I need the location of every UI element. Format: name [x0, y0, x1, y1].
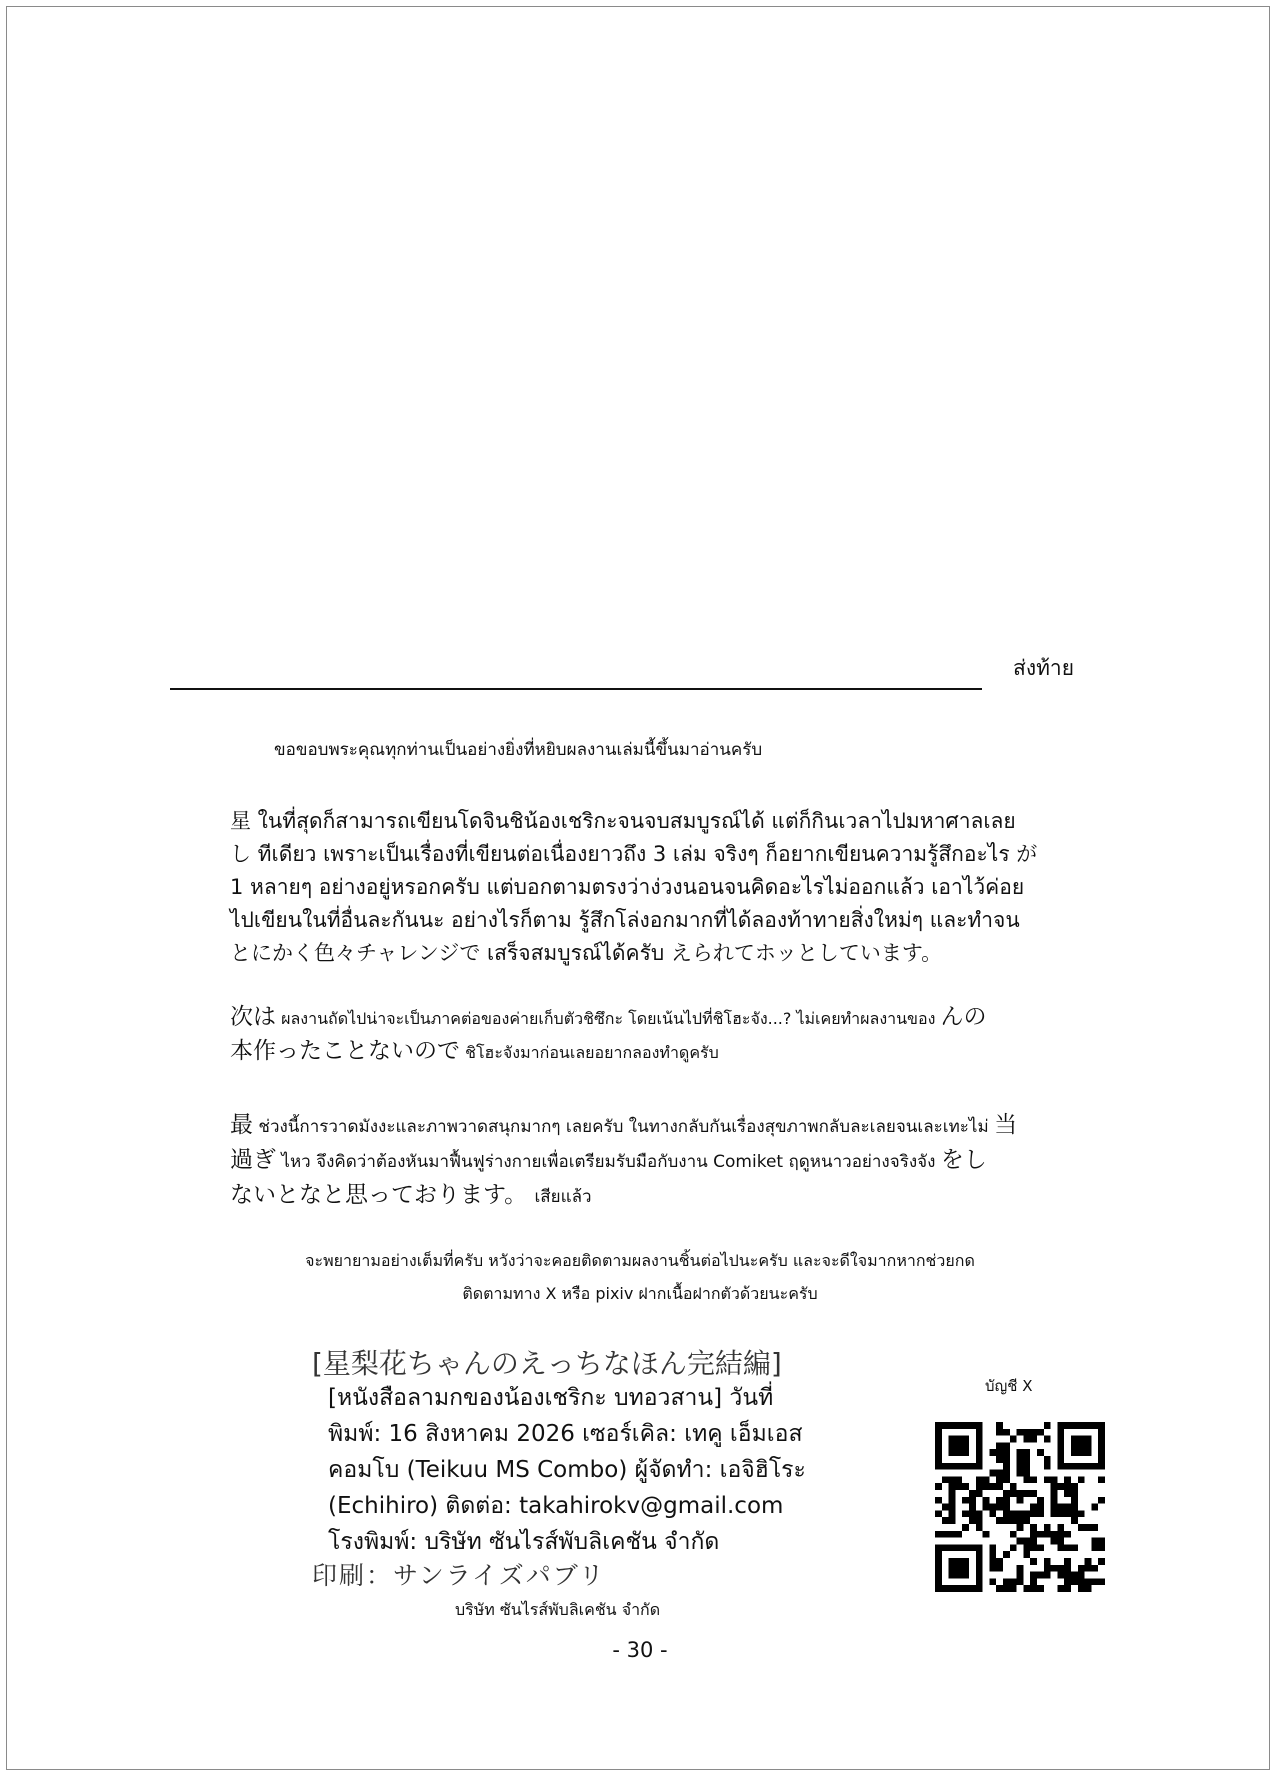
colophon-line: [หนังสือลามกของน้องเชริกะ บทอวสาน] วันที่ [328, 1385, 774, 1411]
thanks-line: ขอขอบพระคุณทุกท่านเป็นอย่างยิ่งที่หยิบผลงานเล่มนี้ขึ้นมาอ่านครับ [274, 740, 763, 760]
paragraph-1-line: 星 ในที่สุดก็สามารถเขียนโดจินชิน้องเชริกะจนจบสมบูรณ์ได้ แต่ก็กินเวลาไปมหาศาลเลย [230, 809, 1016, 833]
thai-fragment: ชิโฮะจังมาก่อนเลยอยากลองทำดูครับ [465, 1043, 719, 1062]
heading-rule [170, 688, 982, 690]
paragraph-2-line-2 [230, 1035, 987, 1069]
jp-fragment: 過ぎ [230, 1147, 276, 1173]
jp-fragment: んの [940, 1004, 987, 1030]
colophon-line: โรงพิมพ์: บริษัท ซันไรส์พับลิเคชัน จำกัด [328, 1529, 720, 1555]
colophon-jp-title: [星梨花ちゃんのえっちなほん完結編] [312, 1347, 782, 1380]
jp-fragment: 本作ったことないので [230, 1038, 460, 1064]
paragraph-1-line: 1 หลายๆ อย่างอยู่หรอกครับ แต่บอกตามตรงว่าง่วงนอนจนคิดอะไรไม่ออกแล้ว เอาไว้ค่อย [230, 875, 1025, 899]
thai-fragment: เสียแล้ว [534, 1187, 592, 1207]
jp-fragment: 当 [994, 1112, 1018, 1138]
qr-label: บัญชี X [985, 1377, 1033, 1395]
paragraph-3-line-3 [230, 1179, 1017, 1214]
paragraph-1-line: ไปเขียนในที่อื่นละกันนะ อย่างไรก็ตาม รู้สึกโล่งอกมากที่ได้ลองท้าทายสิ่งใหม่ๆ และทำจน [230, 908, 1020, 932]
jp-fragment: 次は [230, 1004, 276, 1030]
thai-fragment: ผลงานถัดไปน่าจะเป็นภาคต่อของค่ายเก็บตัวชิซึกะ โดยเน้นไปที่ชิโฮะจัง...? ไม่เคยทำผลงานของ [281, 1009, 936, 1028]
colophon-line: คอมโบ (Teikuu MS Combo) ผู้จัดทำ: เอจิฮิโระ [328, 1457, 806, 1483]
colophon-line: (Echihiro) ติดต่อ: takahirokv@gmail.com [328, 1493, 784, 1519]
closing-line: จะพยายามอย่างเต็มที่ครับ หวังว่าจะคอยติดตามผลงานชิ้นต่อไปนะครับ และจะดีใจมากหากช่วยกด [305, 1251, 975, 1270]
section-heading: ส่งท้าย [1013, 656, 1075, 680]
paragraph-2-line-1 [230, 1001, 987, 1035]
jp-fragment: ないとなと思っております。 [230, 1182, 528, 1208]
colophon-jp-printer: 印刷：サンライズパブリ [312, 1561, 606, 1590]
paragraph-1-line: とにかく色々チャレンジで เสร็จสมบูรณ์ได้ครับ えられてホッとしています。 [230, 941, 943, 965]
thai-fragment: ไหว จึงคิดว่าต้องหันมาฟื้นฟูร่างกายเพื่อเตรียมรับมือกับงาน Comiket ฤดูหนาวอย่างจริงจัง [281, 1152, 936, 1172]
closing-message [0, 1244, 1280, 1310]
paragraph-3-line-2 [230, 1144, 1017, 1179]
paragraph-3 [230, 1109, 1017, 1214]
jp-fragment: 最 [230, 1112, 253, 1138]
paragraph-2 [230, 1001, 987, 1069]
closing-line: ติดตามทาง X หรือ pixiv ฝากเนื้อฝากตัวด้วยนะครับ [462, 1284, 818, 1303]
colophon-line: พิมพ์: 16 สิงหาคม 2026 เซอร์เคิล: เทคู เอ็มเอส [328, 1421, 803, 1447]
colophon [312, 1342, 872, 1623]
jp-fragment: をし [940, 1147, 987, 1173]
paragraph-3-line-1 [230, 1109, 1017, 1144]
qr-code-icon[interactable] [935, 1422, 1105, 1592]
colophon-printer-thai: บริษัท ซันไรส์พับลิเคชัน จำกัด [455, 1600, 661, 1619]
paragraph-1-line: し ทีเดียว เพราะเป็นเรื่องที่เขียนต่อเนื่องยาวถึง 3 เล่ม จริงๆ ก็อยากเขียนความรู้สึกอะไร が [230, 842, 1038, 866]
paragraph-1 [230, 805, 1037, 970]
thai-fragment: ช่วงนี้การวาดมังงะและภาพวาดสนุกมากๆ เลยครับ ในทางกลับกันเรื่องสุขภาพกลับละเลยจนเละเทะไม่ [258, 1117, 989, 1137]
page-number: - 30 - [612, 1638, 668, 1662]
colophon-thai-block [328, 1380, 872, 1560]
